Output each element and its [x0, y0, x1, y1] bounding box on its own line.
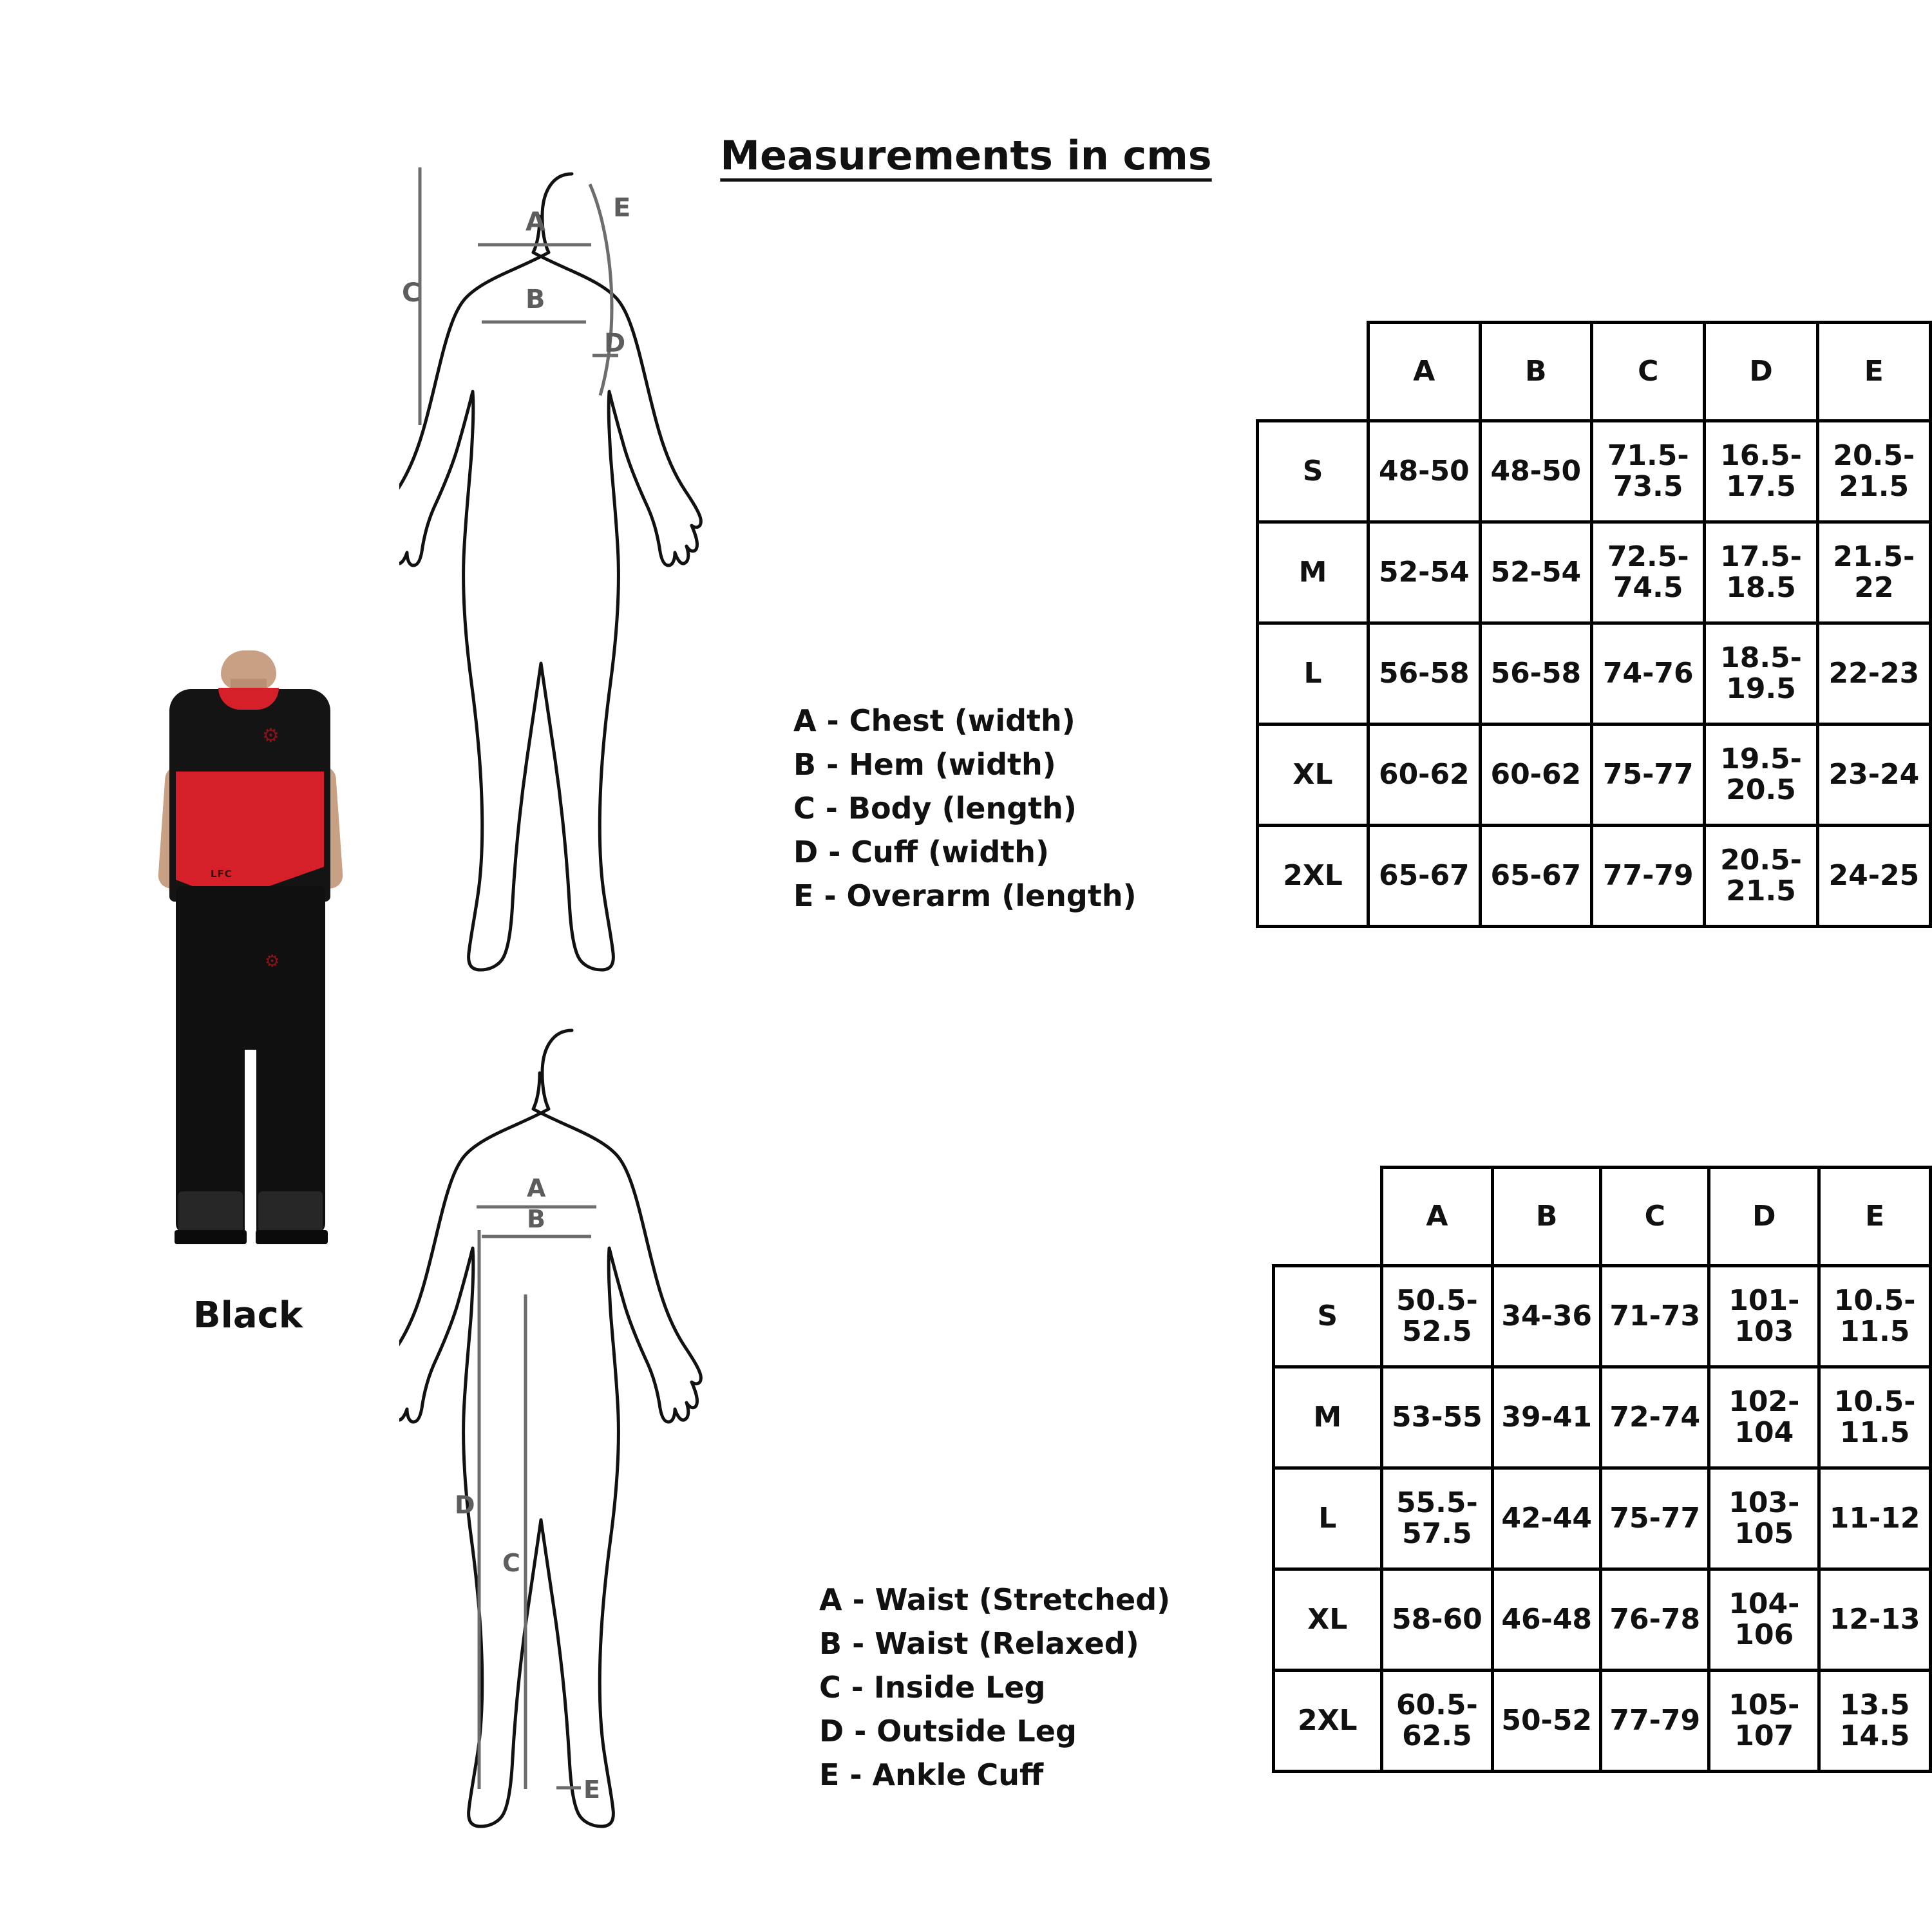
cell-l-d: 18.5-19.5 — [1705, 623, 1817, 724]
model-left-shoe — [175, 1230, 247, 1244]
cell-s-c: 71-73 — [1601, 1266, 1709, 1367]
cell-s-a: 50.5-52.5 — [1381, 1266, 1493, 1367]
legend-top-item-e: E - Overarm (length) — [793, 878, 1137, 914]
cell-m-e: 10.5-11.5 — [1819, 1367, 1931, 1468]
cell-xl-e: 12-13 — [1819, 1569, 1931, 1671]
liverbird-logo-icon: ⚙ — [262, 724, 279, 747]
cell-2xl-c: 77-79 — [1592, 826, 1705, 927]
cell-xl-b: 60-62 — [1480, 724, 1592, 826]
cell-s-d: 16.5-17.5 — [1705, 421, 1817, 522]
cell-s-e: 20.5-21.5 — [1817, 421, 1930, 522]
col-header-a: A — [1381, 1168, 1493, 1266]
legend-top — [793, 699, 1137, 918]
cell-xl-a: 60-62 — [1368, 724, 1481, 826]
cell-s-b: 34-36 — [1493, 1266, 1601, 1367]
cell-l-b: 56-58 — [1480, 623, 1592, 724]
row-label-xl: XL — [1274, 1569, 1382, 1671]
cell-2xl-e: 24-25 — [1817, 826, 1930, 927]
cell-l-e: 22-23 — [1817, 623, 1930, 724]
table-row — [1258, 724, 1931, 826]
cell-2xl-d: 20.5-21.5 — [1705, 826, 1817, 927]
cell-xl-c: 75-77 — [1592, 724, 1705, 826]
table-corner-cell — [1274, 1168, 1382, 1266]
table-row — [1258, 826, 1931, 927]
cell-m-a: 52-54 — [1368, 522, 1481, 623]
cell-2xl-a: 65-67 — [1368, 826, 1481, 927]
cell-2xl-c: 77-79 — [1601, 1671, 1709, 1772]
row-label-l: L — [1258, 623, 1368, 724]
cell-s-d: 101-103 — [1709, 1266, 1819, 1367]
joggers-measurement-diagram — [399, 1018, 863, 1919]
cell-m-c: 72-74 — [1601, 1367, 1709, 1468]
model-right-shoe — [256, 1230, 328, 1244]
pants-left-cuff — [178, 1191, 243, 1234]
col-header-e: E — [1819, 1168, 1931, 1266]
table-header-row — [1258, 323, 1931, 421]
cell-2xl-b: 65-67 — [1480, 826, 1592, 927]
col-header-c: C — [1592, 323, 1705, 421]
cell-2xl-a: 60.5-62.5 — [1381, 1671, 1493, 1772]
table-row — [1258, 421, 1931, 522]
cell-xl-d: 19.5-20.5 — [1705, 724, 1817, 826]
marker-c-bottom: C — [502, 1549, 520, 1577]
legend-bottom-item-a: A - Waist (Stretched) — [819, 1582, 1171, 1617]
row-label-xl: XL — [1258, 724, 1368, 826]
cell-m-b: 39-41 — [1493, 1367, 1601, 1468]
pants-leg-gap — [245, 1050, 256, 1234]
legend-bottom-item-d: D - Outside Leg — [819, 1714, 1077, 1749]
table-row — [1274, 1367, 1931, 1468]
col-header-b: B — [1480, 323, 1592, 421]
table-row — [1274, 1468, 1931, 1569]
table-row — [1258, 623, 1931, 724]
marker-b-bottom: B — [527, 1205, 545, 1233]
table-header-row — [1274, 1168, 1931, 1266]
cell-l-e: 11-12 — [1819, 1468, 1931, 1569]
legend-bottom — [819, 1578, 1170, 1797]
table-row — [1274, 1671, 1931, 1772]
cell-m-e: 21.5-22 — [1817, 522, 1930, 623]
cell-l-c: 74-76 — [1592, 623, 1705, 724]
marker-a-top: A — [526, 207, 545, 237]
cell-xl-a: 58-60 — [1381, 1569, 1493, 1671]
col-header-c: C — [1601, 1168, 1709, 1266]
size-table-top — [1256, 321, 1932, 928]
cell-l-d: 103-105 — [1709, 1468, 1819, 1569]
table-row — [1274, 1569, 1931, 1671]
marker-b-top: B — [526, 285, 545, 314]
marker-c-top: C — [402, 278, 421, 308]
page-title: Measurements in cms — [720, 132, 1212, 179]
legend-top-item-c: C - Body (length) — [793, 791, 1077, 826]
col-header-a: A — [1368, 323, 1481, 421]
row-label-l: L — [1274, 1468, 1382, 1569]
liverbird-leg-logo-icon: ⚙ — [265, 952, 280, 971]
cell-l-a: 56-58 — [1368, 623, 1481, 724]
row-label-2xl: 2XL — [1274, 1671, 1382, 1772]
cell-s-a: 48-50 — [1368, 421, 1481, 522]
cell-2xl-d: 105-107 — [1709, 1671, 1819, 1772]
cell-m-b: 52-54 — [1480, 522, 1592, 623]
col-header-d: D — [1705, 323, 1817, 421]
legend-bottom-item-b: B - Waist (Relaxed) — [819, 1626, 1139, 1662]
marker-a-bottom: A — [527, 1174, 546, 1202]
colour-label: Black — [193, 1294, 303, 1336]
row-label-m: M — [1274, 1367, 1382, 1468]
cell-2xl-b: 50-52 — [1493, 1671, 1601, 1772]
lfc-brand-tag: LFC — [211, 868, 232, 880]
cell-s-b: 48-50 — [1480, 421, 1592, 522]
cell-l-b: 42-44 — [1493, 1468, 1601, 1569]
cell-m-d: 102-104 — [1709, 1367, 1819, 1468]
table-row — [1274, 1266, 1931, 1367]
col-header-e: E — [1817, 323, 1930, 421]
cell-xl-c: 76-78 — [1601, 1569, 1709, 1671]
table-corner-cell — [1258, 323, 1368, 421]
marker-e-top: E — [613, 193, 631, 223]
cell-m-a: 53-55 — [1381, 1367, 1493, 1468]
pants-right-cuff — [258, 1191, 323, 1234]
size-table-bottom — [1272, 1166, 1932, 1773]
col-header-d: D — [1709, 1168, 1819, 1266]
product-image-block — [113, 650, 383, 1336]
row-label-s: S — [1274, 1266, 1382, 1367]
cell-s-e: 10.5-11.5 — [1819, 1266, 1931, 1367]
row-label-s: S — [1258, 421, 1368, 522]
cell-xl-d: 104-106 — [1709, 1569, 1819, 1671]
cell-xl-b: 46-48 — [1493, 1569, 1601, 1671]
product-photo — [138, 650, 357, 1269]
cell-s-c: 71.5-73.5 — [1592, 421, 1705, 522]
legend-top-item-b: B - Hem (width) — [793, 747, 1056, 782]
legend-bottom-item-c: C - Inside Leg — [819, 1670, 1046, 1705]
marker-e-bottom: E — [583, 1776, 600, 1804]
legend-top-item-d: D - Cuff (width) — [793, 835, 1050, 870]
row-label-m: M — [1258, 522, 1368, 623]
cell-m-c: 72.5-74.5 — [1592, 522, 1705, 623]
cell-l-c: 75-77 — [1601, 1468, 1709, 1569]
cell-2xl-e: 13.5 14.5 — [1819, 1671, 1931, 1772]
table-row — [1258, 522, 1931, 623]
col-header-b: B — [1493, 1168, 1601, 1266]
marker-d-top: D — [604, 328, 626, 358]
cell-l-a: 55.5-57.5 — [1381, 1468, 1493, 1569]
cell-m-d: 17.5-18.5 — [1705, 522, 1817, 623]
row-label-2xl: 2XL — [1258, 826, 1368, 927]
cell-xl-e: 23-24 — [1817, 724, 1930, 826]
legend-top-item-a: A - Chest (width) — [793, 703, 1075, 738]
legend-bottom-item-e: E - Ankle Cuff — [819, 1757, 1044, 1793]
marker-d-bottom: D — [455, 1491, 475, 1519]
